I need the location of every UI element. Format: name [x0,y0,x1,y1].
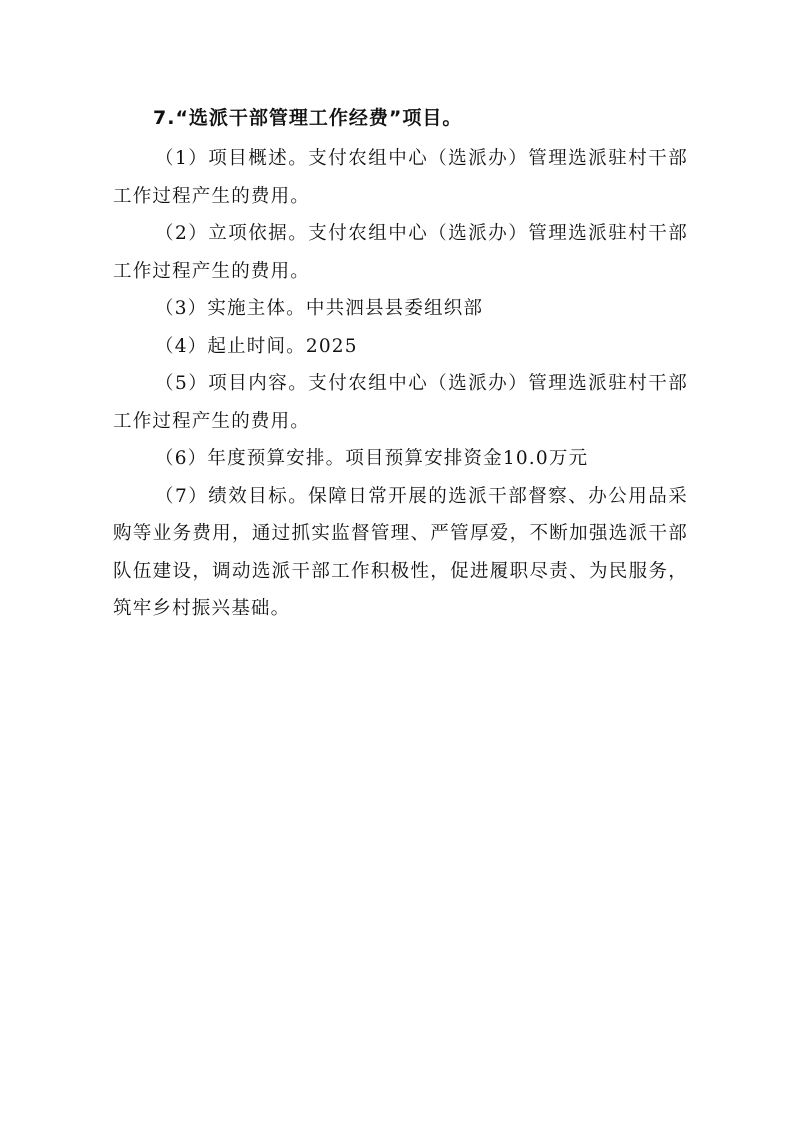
paragraph-content: （5）项目内容。支付农组中心（选派办）管理选派驻村干部工作过程产生的费用。 [113,373,688,432]
paragraph-implementer: （3）实施主体。中共泗县县委组织部 [155,298,484,319]
paragraph-project-overview: （1）项目概述。支付农组中心（选派办）管理选派驻村干部工作过程产生的费用。 [113,148,688,207]
document-body [113,96,688,628]
paragraph-period: （4）起止时间。2025 [155,335,358,357]
paragraph-basis: （2）立项依据。支付农组中心（选派办）管理选派驻村干部工作过程产生的费用。 [113,223,688,282]
section-heading: 7.“选派干部管理工作经费”项目。 [153,107,463,129]
paragraph-goals: （7）绩效目标。保障日常开展的选派干部督察、办公用品采购等业务费用，通过抓实监督管理、严管厚爱，不断加强选派干部队伍建设，调动选派干部工作积极性，促进履职尽责、为民服务，筑牢乡村振兴基础。 [113,485,688,619]
paragraph-budget: （6）年度预算安排。项目预算安排资金10.0万元 [155,448,589,469]
